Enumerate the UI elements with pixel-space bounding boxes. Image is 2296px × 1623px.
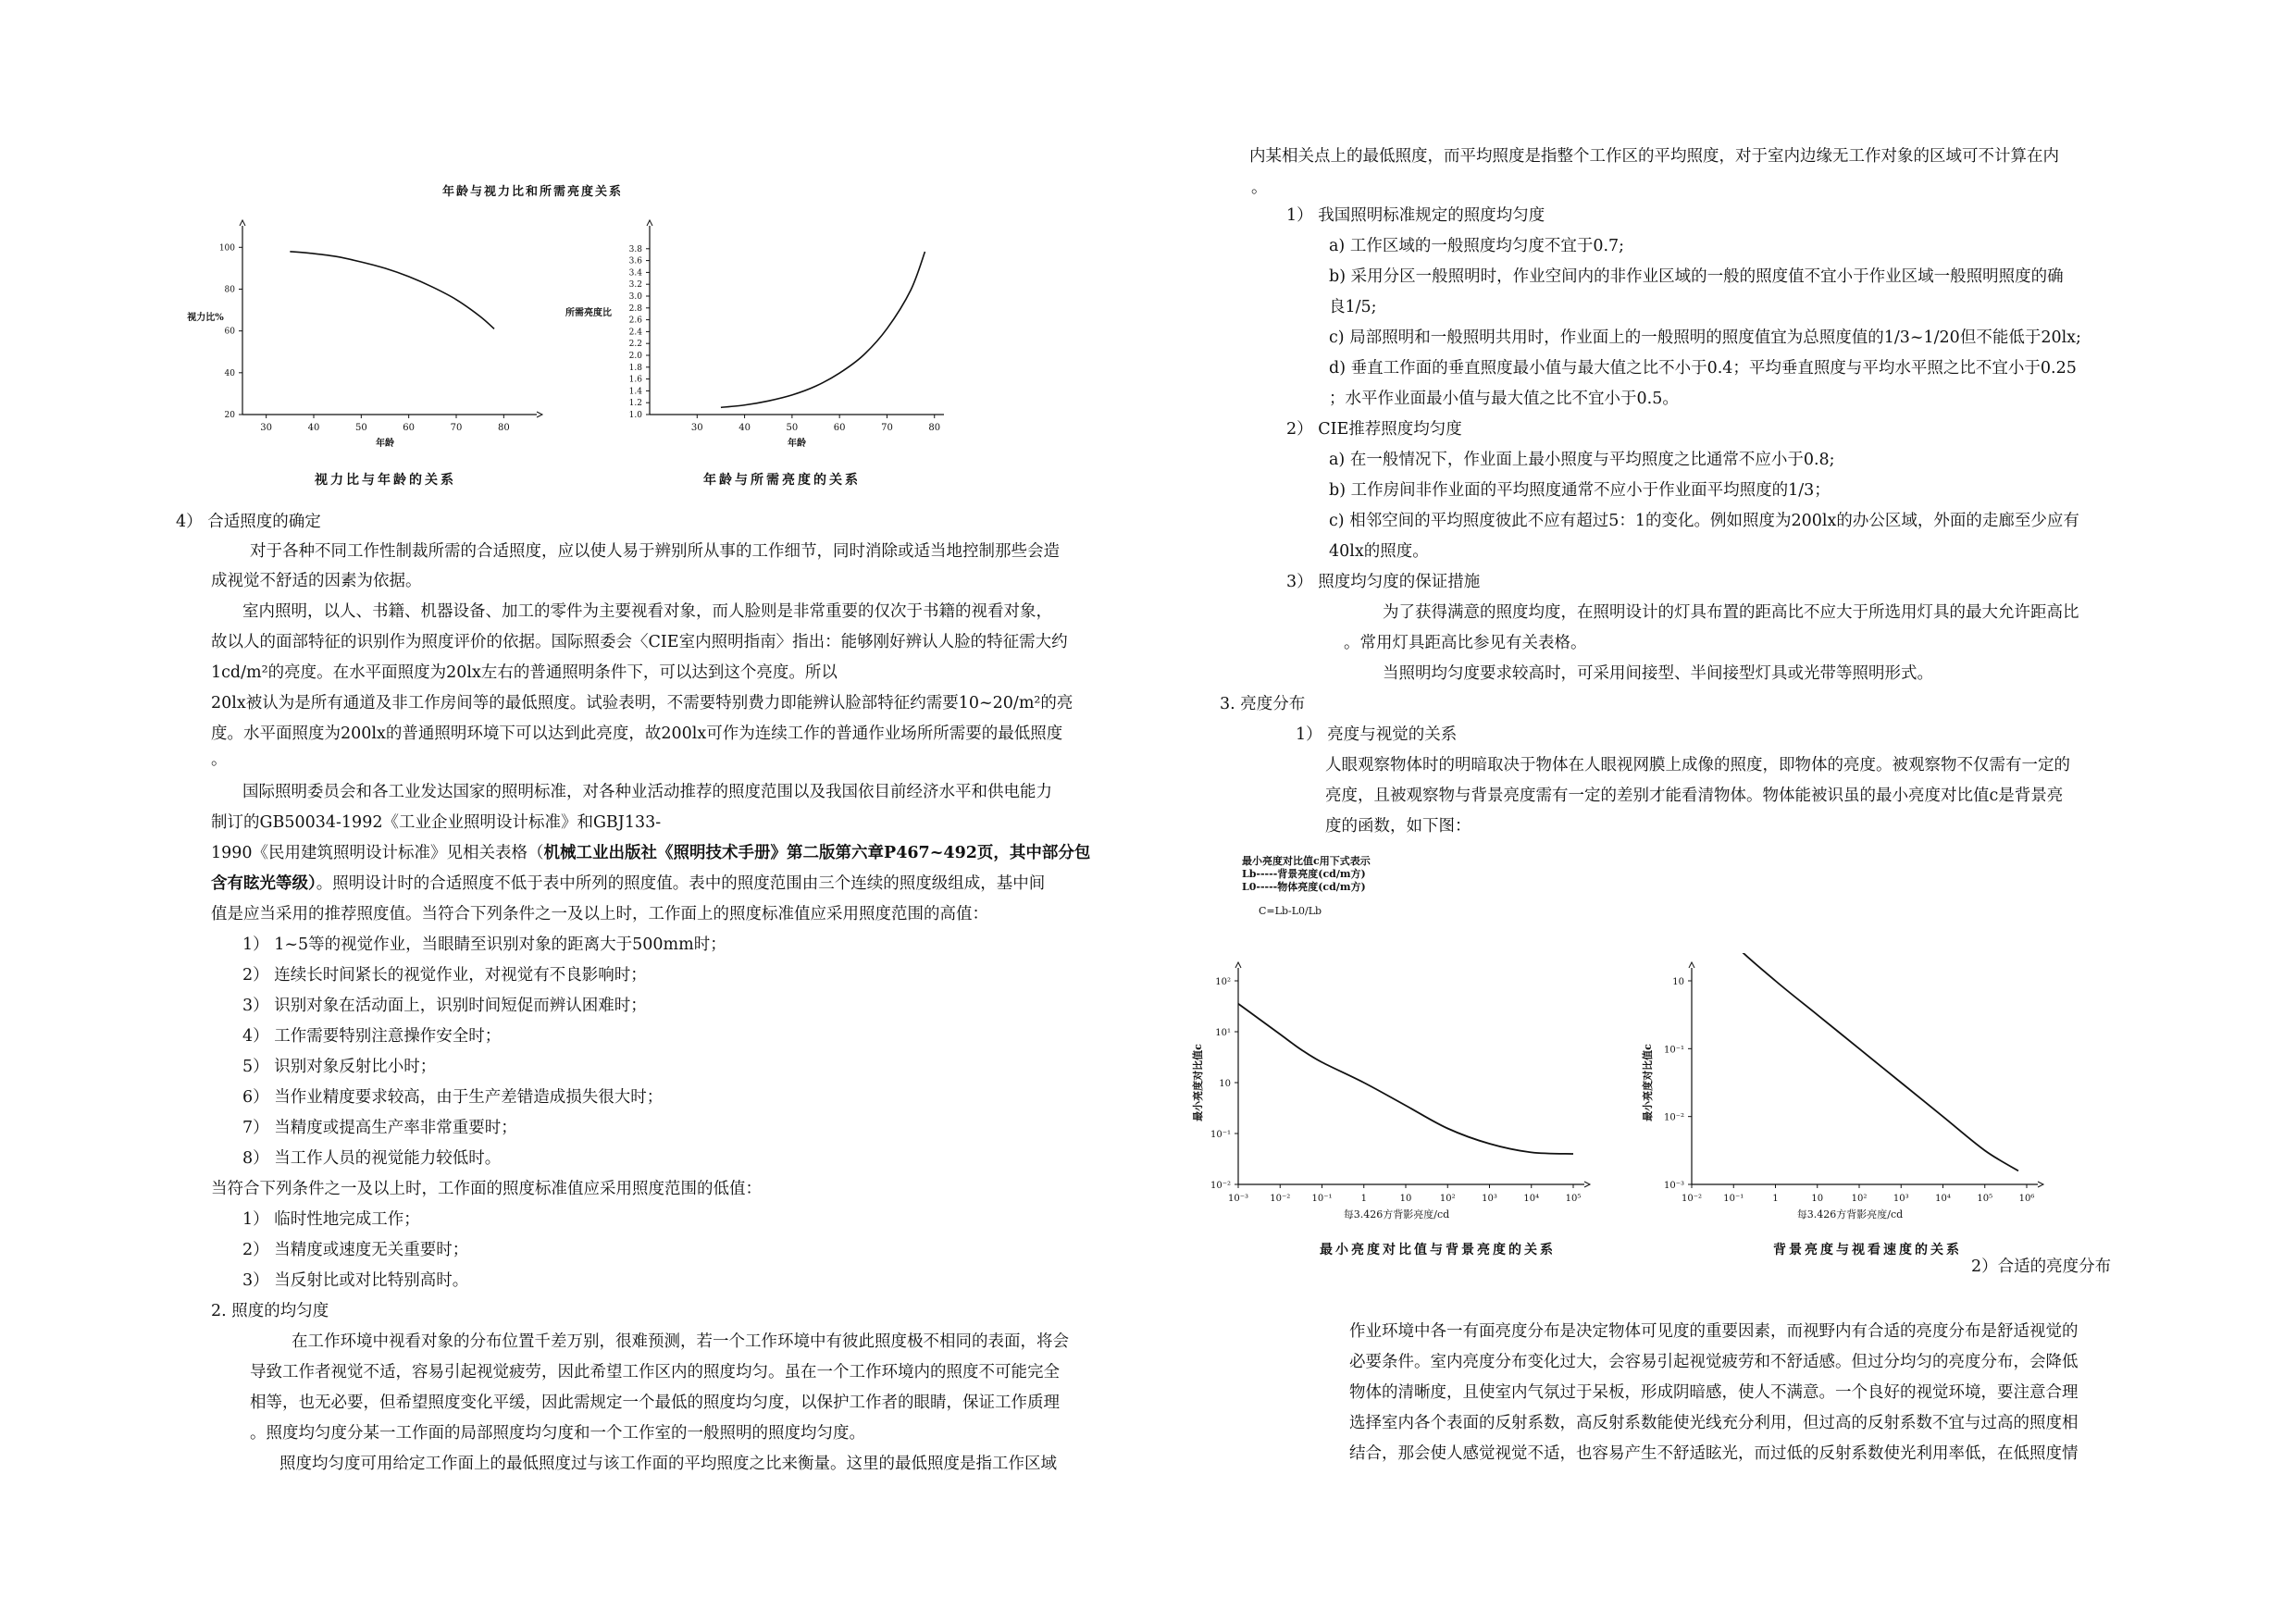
low-intro: 当符合下列条件之一及以上时，工作面的照度标准值应采用照度范围的低值： (211, 1180, 762, 1198)
p4-line: 相等，也无必要，但希望照度变化平缓，因此需规定一个最低的照度均匀度，以保护工作者的眼睛，保证工作质理 (250, 1394, 1060, 1412)
final-line: 必要条件。室内亮度分布变化过大，会容易引起视觉疲劳和不舒适感。但过分均匀的亮度分布，会降低 (1349, 1353, 2079, 1371)
list-item: 2） 当精度或速度无关重要时； (242, 1241, 469, 1259)
list-item: 8） 当工作人员的视觉能力较低时。 (242, 1149, 502, 1168)
s1-item: 良1/5; (1329, 298, 1377, 316)
p5-line: 照度均匀度可用给定工作面上的最低照度过与该工作面的平均照度之比来衡量。这里的最低照度是指工作区域 (279, 1455, 1057, 1473)
list-item: 7） 当精度或提高生产率非常重要时； (242, 1119, 517, 1137)
x-arrow (537, 412, 542, 417)
s1-item: c) 局部照明和一般照明共用时，作业面上的一般照明的照度值宜为总照度值的1/3~1/20但不能低于20lx; (1329, 328, 2081, 347)
x-tick-label: 10³ (1893, 1194, 1909, 1204)
s2-item: c) 相邻空间的平均照度彼此不应有超过5：1的变化。例如照度为200lx的办公区域，外面的走廊至少应有 (1329, 512, 2079, 530)
luminance-speed-chart (1629, 953, 2054, 1231)
x-tick-label: 50 (354, 423, 367, 433)
y-tick-label: 3.2 (628, 280, 642, 291)
x-tick-label: 10⁻³ (1227, 1194, 1249, 1204)
x-tick-label: 80 (497, 423, 510, 433)
y-tick-label: 1.4 (628, 387, 642, 397)
y-tick-label: 3.0 (628, 292, 642, 302)
x-tick-label: 10⁻² (1270, 1194, 1291, 1204)
y-tick-label: 10⁻¹ (1210, 1130, 1231, 1140)
x-tick-label: 10⁻² (1681, 1194, 1703, 1204)
y-tick-label: 10¹ (1215, 1028, 1231, 1038)
p2-line: 度。水平面照度为200lx的普通照明环境下可以达到此亮度，故200lx可作为连续工作的普通作业场所所需要的最低照度 (211, 725, 1063, 743)
p1-line: 对于各种不同工作性制裁所需的合适照度，应以使人易于辨别所从事的工作细节，同时消除或适当地控制那些会造 (250, 542, 1060, 561)
final-line: 结合，那会使人感觉视觉不适，也容易产生不舒适眩光，而过低的反射系数使光利用率低，在低照度情 (1349, 1444, 2079, 1463)
x-tick-label: 10⁴ (1935, 1194, 1951, 1204)
sec3-line: 人眼观察物体时的明暗取决于物体在人眼视网膜上成像的照度，即物体的亮度。被观察物不仅需有一定的 (1325, 756, 2070, 774)
p3-line (211, 873, 1045, 894)
x-axis-label: 年龄 (376, 439, 394, 449)
final-line: 选择室内各个表面的反射系数，高反射系数能使光线充分利用，但过高的反射系数不宜与过高的照度相 (1349, 1414, 2079, 1432)
s3-line: 为了获得满意的照度均度，在照明设计的灯具布置的距高比不应大于所选用灯具的最大允许距高比 (1383, 603, 2079, 622)
reference-citation: 机械工业出版社《照明技术手册》第二版第六章P467~492页，其中部分包 (543, 844, 1091, 862)
list-item: 6） 当作业精度要求较高，由于生产差错造成损失很大时； (242, 1088, 664, 1107)
s2-item: 40lx的照度。 (1329, 542, 1429, 561)
contrast-luminance-caption: 最小亮度对比值与背景亮度的关系 (1320, 1243, 1556, 1258)
contrast-luminance-chart (1175, 953, 1620, 1231)
x-tick-label: 10⁻¹ (1311, 1194, 1333, 1204)
p2-line: 20lx被认为是所有通道及非工作房间等的最低照度。试验表明，不需要特别费力即能辨认脸部特征约需要10~20/m²的亮 (211, 694, 1074, 712)
p2-line: 1cd/m²的亮度。在水平面照度为20lx左右的普通照明条件下，可以达到这个亮度。所以 (211, 663, 838, 682)
y-axis-label: 视力比% (187, 313, 224, 323)
list-item: 2） 连续长时间紧长的视觉作业，对视觉有不良影响时； (242, 966, 647, 985)
x-tick-label: 60 (403, 423, 416, 433)
x-tick-label: 10⁵ (1977, 1194, 1993, 1204)
y-arrow (647, 220, 652, 226)
x-axis-label: 每3.426方背影亮度/cd (1796, 1208, 1904, 1220)
x-tick-label: 10² (1851, 1194, 1868, 1204)
section-4-heading: 4） 合适照度的确定 (176, 513, 321, 531)
s3-line: 。常用灯具距高比参见有关表格。 (1344, 634, 1587, 652)
y-tick-label: 80 (224, 285, 235, 295)
x-tick-label: 10⁻¹ (1723, 1194, 1744, 1204)
x-tick-label: 50 (786, 423, 799, 433)
y-arrow (240, 220, 245, 226)
list-item: 1） 临时性地完成工作； (242, 1210, 420, 1229)
y-arrow (1689, 962, 1694, 968)
s2-item: a) 在一般情况下，作业面上最小照度与平均照度之比通常不应小于0.8; (1329, 451, 1835, 469)
s1-item: ；水平作业面最小值与最大值之比不宜小于0.5。 (1329, 390, 1679, 408)
final-line: 作业环境中各一有面亮度分布是决定物体可见度的重要因素，而视野内有合适的亮度分布是舒适视觉的 (1349, 1322, 2079, 1341)
x-tick-label: 40 (307, 423, 320, 433)
y-tick-label: 100 (218, 243, 235, 254)
p4-line: 。照度均匀度分某一工作面的局部照度均匀度和一个工作室的一般照明的照度均匀度。 (250, 1424, 865, 1443)
x-tick-label: 70 (450, 423, 463, 433)
continued-line: 。 (1251, 179, 1268, 197)
x-tick-label: 10⁶ (2018, 1194, 2035, 1204)
x-tick-label: 80 (928, 423, 941, 433)
y-arrow (1235, 962, 1241, 968)
x-axis-label: 年龄 (788, 439, 806, 449)
s1-item: a) 工作区域的一般照度均匀度不宜于0.7; (1329, 237, 1625, 255)
y-tick-label: 10⁻³ (1663, 1181, 1684, 1191)
luminance-speed-caption: 背景亮度与视看速度的关系 (1773, 1243, 1962, 1258)
legend-line: Lb-----背景亮度(cd/m方) (1242, 868, 1366, 880)
series-line (721, 252, 925, 407)
x-tick-label: 30 (260, 423, 273, 433)
y-tick-label: 3.4 (628, 268, 642, 279)
list-item: 1） 1~5等的视觉作业，当眼睛至识别对象的距离大于500mm时； (242, 935, 726, 954)
p2-line: 故以人的面部特征的识别作为照度评价的依据。国际照委会〈CIE室内照明指南〉指出：能够刚好辨认人脸的特征需大约 (211, 633, 1068, 651)
sec3-line: 亮度，且被观察物与背景亮度需有一定的差别才能看清物体。物体能被识虽的最小亮度对比值c是背景亮 (1325, 787, 2064, 805)
y-tick-label: 2.0 (628, 352, 642, 361)
s1-item: d) 垂直工作面的垂直照度最小值与最大值之比不小于0.4；平均垂直照度与平均水平照之比不宜小于0.25 (1329, 359, 2077, 378)
x-tick-label: 60 (833, 423, 846, 433)
p2-line: 。 (211, 750, 228, 769)
right-page (1148, 0, 2296, 1623)
y-tick-label: 1.8 (628, 363, 642, 373)
s1-heading: 1） 我国照明标准规定的照度均匀度 (1286, 206, 1545, 225)
age-luminance-chart (555, 218, 944, 505)
y-tick-label: 2.8 (628, 304, 642, 314)
y-axis-label: 最小亮度对比值c (1642, 1044, 1654, 1121)
p1-line: 成视觉不舒适的因素为依据。 (211, 572, 422, 590)
x-tick-label: 70 (881, 423, 893, 433)
series-line (1238, 1004, 1573, 1154)
y-tick-label: 10⁻¹ (1663, 1045, 1684, 1056)
series-line (290, 252, 494, 329)
x-axis-label: 每3.426方背影亮度/cd (1343, 1208, 1450, 1220)
y-tick-label: 2.6 (628, 316, 642, 326)
continued-line: 内某相关点上的最低照度，而平均照度是指整个工作区的平均照度，对于室内边缘无工作对象的区域可不计算在内 (1249, 147, 2059, 166)
p3-line (211, 843, 1090, 863)
y-tick-label: 20 (224, 411, 235, 420)
y-tick-label: 1.0 (628, 411, 642, 420)
s2-item: b) 工作房间非作业面的平均照度通常不应小于作业面平均照度的1/3； (1329, 481, 1831, 500)
y-axis-label: 最小亮度对比值c (1192, 1044, 1204, 1121)
reference-citation: 含有眩光等级） (211, 874, 316, 893)
p4-line: 在工作环境中视看对象的分布位置千差万别，很难预测，若一个工作环境中有彼此照度极不相同的表面，将会 (292, 1332, 1069, 1351)
p3-line: 制订的GB50034-1992《工业企业照明设计标准》和GBJ133- (211, 813, 662, 832)
p2-line: 室内照明，以人、书籍、机器设备、加工的零件为主要视看对象，而人脸则是非常重要的仅次于书籍的视看对象， (242, 602, 1052, 621)
y-tick-label: 10 (1219, 1079, 1231, 1089)
s3-heading: 3） 照度均匀度的保证措施 (1286, 573, 1481, 591)
p3-text: 。照明设计时的合适照度不低于表中所列的照度值。表中的照度范围由三个连续的照度级组成，基中间 (316, 874, 1046, 893)
section-3-heading: 3. 亮度分布 (1220, 695, 1306, 713)
p3-line: 值是应当采用的推荐照度值。当符合下列条件之一及以上时，工作面上的照度标准值应采用照度范围的高值： (211, 905, 988, 923)
series-line (1700, 953, 2018, 1171)
x-tick-label: 10² (1439, 1194, 1456, 1204)
p3-line: 国际照明委员会和各工业发达国家的照明标准，对各种业活动推荐的照度范围以及我国依目前经济水平和供电能力 (242, 783, 1052, 801)
y-tick-label: 40 (224, 368, 235, 378)
y-tick-label: 2.2 (628, 340, 642, 350)
legend-line: 最小亮度对比值c用下式表示 (1242, 855, 1371, 867)
x-arrow (2038, 1182, 2043, 1187)
age-vision-chart (167, 218, 555, 505)
y-axis-label: 所需亮度比 (565, 308, 612, 318)
age-vision-caption: 视力比与年龄的关系 (315, 473, 456, 488)
list-item: 4） 工作需要特别注意操作安全时； (242, 1027, 502, 1046)
p4-line: 导致工作者视觉不适，容易引起视觉疲劳，因此希望工作区内的照度均匀。虽在一个工作环境内的照度不可能完全 (250, 1363, 1060, 1381)
list-item: 3） 当反射比或对比特别高时。 (242, 1271, 469, 1290)
section-2-heading: 2. 照度的均匀度 (211, 1302, 329, 1320)
top-charts-title: 年龄与视力比和所需亮度关系 (442, 185, 624, 199)
legend-line: L0-----物体亮度(cd/m方) (1242, 881, 1366, 893)
x-tick-label: 1 (1772, 1194, 1779, 1204)
list-item: 3） 识别对象在活动面上，识别时间短促而辨认困难时； (242, 997, 647, 1015)
p3-text: 1990《民用建筑照明设计标准》见相关表格（ (211, 844, 544, 862)
x-tick-label: 10⁵ (1565, 1194, 1582, 1204)
x-tick-label: 10 (1399, 1194, 1412, 1204)
x-tick-label: 10 (1811, 1194, 1824, 1204)
x-arrow (1584, 1182, 1590, 1187)
formula: C=Lb-L0/Lb (1259, 905, 1322, 917)
s2-heading: 2） CIE推荐照度均匀度 (1286, 420, 1462, 439)
list-item: 5） 识别对象反射比小时； (242, 1058, 437, 1076)
y-tick-label: 60 (224, 327, 235, 337)
x-tick-label: 30 (690, 423, 703, 433)
y-tick-label: 10⁻² (1663, 1112, 1684, 1123)
age-luminance-caption: 年龄与所需亮度的关系 (703, 473, 861, 488)
x-tick-label: 40 (738, 423, 751, 433)
y-tick-label: 1.6 (628, 375, 642, 385)
y-tick-label: 10⁻² (1210, 1181, 1231, 1191)
sec3-line: 度的函数，如下图： (1325, 817, 1471, 836)
s1-item: b) 采用分区一般照明时，作业空间内的非作业区域的一般的照度值不宜小于作业区域一般照明照度的确 (1329, 267, 2064, 286)
final-line: 物体的清晰度，且使室内气氛过于呆板，形成阴暗感，使人不满意。一个良好的视觉环境，要注意合理 (1349, 1383, 2079, 1402)
y-tick-label: 3.8 (628, 244, 642, 254)
y-tick-label: 2.4 (628, 328, 642, 338)
section-3-1-heading: 1） 亮度与视觉的关系 (1296, 725, 1458, 744)
x-tick-label: 10⁴ (1523, 1194, 1540, 1204)
y-tick-label: 10² (1215, 977, 1231, 987)
y-tick-label: 10 (1672, 977, 1684, 987)
y-tick-label: 3.6 (628, 256, 642, 266)
x-tick-label: 1 (1360, 1194, 1367, 1204)
sub-2-heading: 2）合适的亮度分布 (1971, 1258, 2112, 1276)
x-tick-label: 10³ (1482, 1194, 1497, 1204)
s3-line: 当照明均匀度要求较高时，可采用间接型、半间接型灯具或光带等照明形式。 (1383, 664, 1933, 683)
y-tick-label: 1.2 (628, 399, 642, 409)
formula-legend (1242, 855, 1371, 894)
